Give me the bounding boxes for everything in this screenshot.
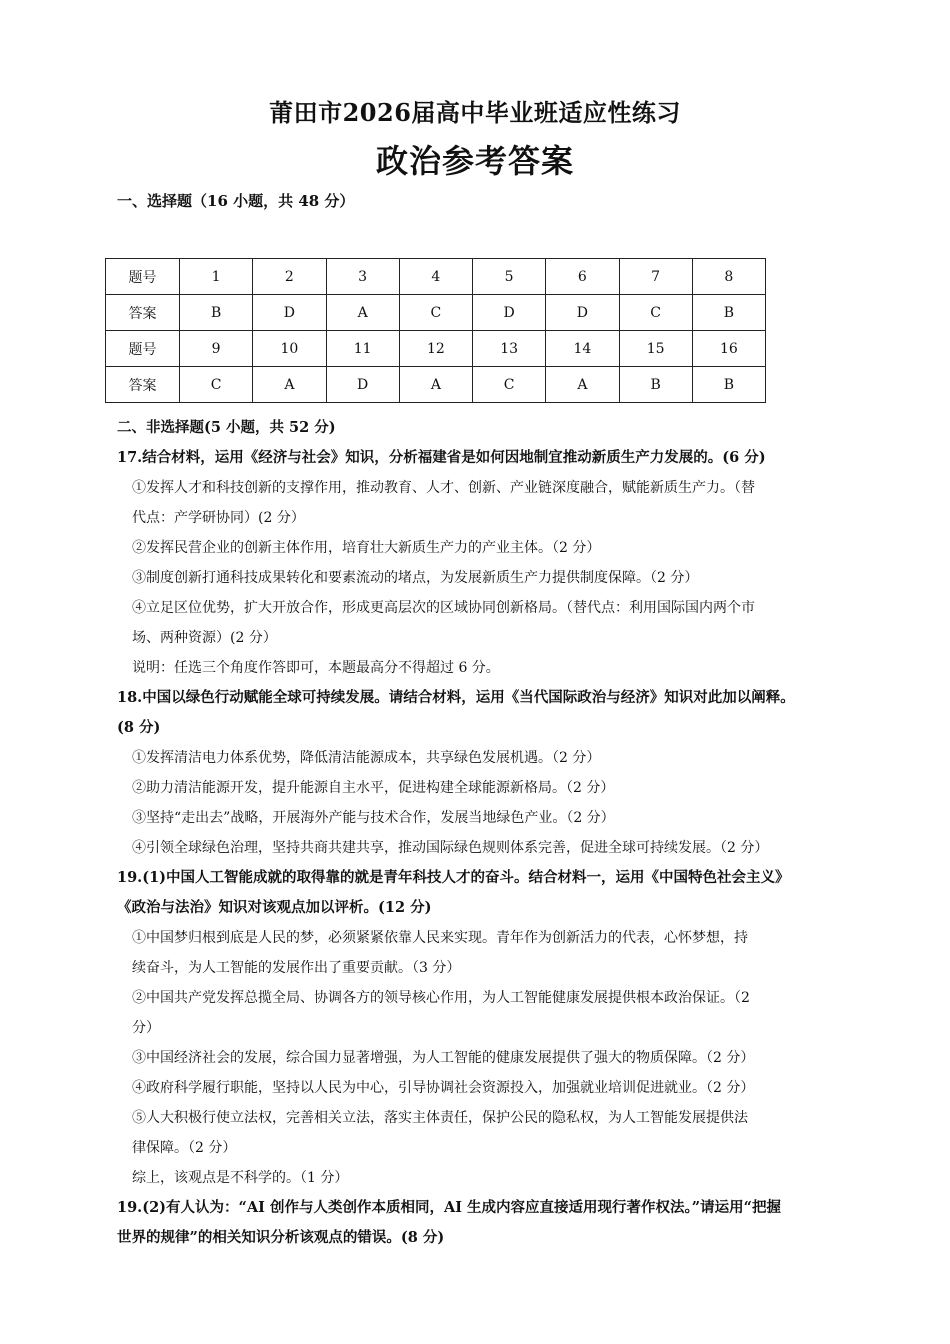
table-cell: B: [619, 367, 692, 403]
answer-line: ③制度创新打通科技成果转化和要素流动的堵点，为发展新质生产力提供制度保障。（2 分）: [132, 570, 699, 586]
answer-line: ②发挥民营企业的创新主体作用，培育壮大新质生产力的产业主体。（2 分）: [132, 540, 601, 556]
table-row: [106, 295, 766, 331]
document-subtitle: 政治参考答案: [375, 142, 574, 180]
question-line: 19.(2)有人认为：“AI 创作与人类创作本质相同，AI 生成内容应直接适用现行著作权法。”请运用“把握: [117, 1199, 781, 1216]
answer-line: ④政府科学履行职能，坚持以人民为中心，引导协调社会资源投入，加强就业培训促进就业。（2 分）: [132, 1080, 755, 1096]
answer-line: 续奋斗，为人工智能的发展作出了重要贡献。（3 分）: [132, 960, 461, 976]
answer-line: ②助力清洁能源开发，提升能源自主水平，促进构建全球能源新格局。（2 分）: [132, 780, 615, 796]
exam-title: 莆田市2026届高中毕业班适应性练习: [269, 98, 681, 127]
section-choice-heading: 一、选择题（16 小题，共 48 分）: [117, 192, 355, 210]
answer-line: ③中国经济社会的发展，综合国力显著增强，为人工智能的健康发展提供了强大的物质保障。（2 分）: [132, 1050, 755, 1066]
table-cell: D: [473, 295, 546, 331]
answer-line: 代点：产学研协同）(2 分）: [132, 510, 305, 526]
table-cell: 9: [180, 331, 253, 367]
answer-line: ①发挥清洁电力体系优势，降低清洁能源成本，共享绿色发展机遇。（2 分）: [132, 750, 601, 766]
answer-line: ①中国梦归根到底是人民的梦，必须紧紧依靠人民来实现。青年作为创新活力的代表，心怀梦想，持: [132, 930, 748, 946]
answer-line: ④引领全球绿色治理，坚持共商共建共享，推动国际绿色规则体系完善，促进全球可持续发展。（2 分）: [132, 840, 769, 856]
question-line: 18.中国以绿色行动赋能全球可持续发展。请结合材料，运用《当代国际政治与经济》知识对此加以阐释。: [117, 689, 795, 706]
table-cell: 7: [619, 259, 692, 295]
table-cell: 5: [473, 259, 546, 295]
table-cell: B: [692, 295, 765, 331]
question-line: (8 分): [117, 719, 161, 736]
answer-line: ⑤人大积极行使立法权，完善相关立法，落实主体责任，保护公民的隐私权，为人工智能发展提供法: [132, 1110, 748, 1126]
row-header-cell: 题号: [106, 331, 180, 367]
table-cell: A: [399, 367, 472, 403]
row-header-cell: 答案: [106, 295, 180, 331]
table-row: [106, 367, 766, 403]
table-cell: D: [326, 367, 399, 403]
answer-key-table: [105, 258, 766, 403]
table-row: [106, 331, 766, 367]
table-cell: 12: [399, 331, 472, 367]
table-cell: C: [180, 367, 253, 403]
table-cell: C: [619, 295, 692, 331]
question-line: 17.结合材料，运用《经济与社会》知识，分析福建省是如何因地制宜推动新质生产力发展的。(6 分): [117, 449, 766, 466]
table-cell: A: [326, 295, 399, 331]
question-line: 世界的规律”的相关知识分析该观点的错误。(8 分): [117, 1229, 445, 1246]
table-cell: 6: [546, 259, 619, 295]
answer-line: 律保障。（2 分）: [132, 1140, 237, 1156]
answer-line: ③坚持“走出去”战略，开展海外产能与技术合作，发展当地绿色产业。（2 分）: [132, 810, 615, 826]
table-cell: A: [253, 367, 326, 403]
table-cell: 14: [546, 331, 619, 367]
table-cell: 8: [692, 259, 765, 295]
table-cell: D: [546, 295, 619, 331]
answer-line: 综上，该观点是不科学的。（1 分）: [132, 1170, 349, 1186]
table-cell: 15: [619, 331, 692, 367]
answer-line: ②中国共产党发挥总揽全局、协调各方的领导核心作用，为人工智能健康发展提供根本政治保证。（2: [132, 990, 750, 1006]
answer-line: 场、两种资源）(2 分）: [132, 630, 277, 646]
table-cell: A: [546, 367, 619, 403]
answer-line: ④立足区位优势，扩大开放合作，形成更高层次的区域协同创新格局。（替代点：利用国际国内两个市: [132, 600, 755, 616]
table-cell: B: [692, 367, 765, 403]
question-line: 《政治与法治》知识对该观点加以评析。(12 分): [117, 899, 432, 916]
table-cell: D: [253, 295, 326, 331]
table-cell: C: [399, 295, 472, 331]
answer-line: 说明：任选三个角度作答即可，本题最高分不得超过 6 分。: [132, 660, 500, 676]
answer-line: 分）: [132, 1020, 160, 1036]
table-cell: 13: [473, 331, 546, 367]
table-cell: C: [473, 367, 546, 403]
answer-body: [117, 413, 842, 1253]
table-cell: 4: [399, 259, 472, 295]
question-line: 19.(1)中国人工智能成就的取得靠的就是青年科技人才的奋斗。结合材料一，运用《中国特色社会主义》: [117, 869, 790, 886]
table-cell: 16: [692, 331, 765, 367]
table-cell: 11: [326, 331, 399, 367]
question-line: 二、非选择题(5 小题，共 52 分): [117, 419, 336, 436]
answer-line: ①发挥人才和科技创新的支撑作用，推动教育、人才、创新、产业链深度融合，赋能新质生产力。（替: [132, 480, 755, 496]
table-cell: 2: [253, 259, 326, 295]
table-cell: 3: [326, 259, 399, 295]
table-row: [106, 259, 766, 295]
table-cell: B: [180, 295, 253, 331]
row-header-cell: 答案: [106, 367, 180, 403]
table-cell: 10: [253, 331, 326, 367]
table-cell: 1: [180, 259, 253, 295]
row-header-cell: 题号: [106, 259, 180, 295]
